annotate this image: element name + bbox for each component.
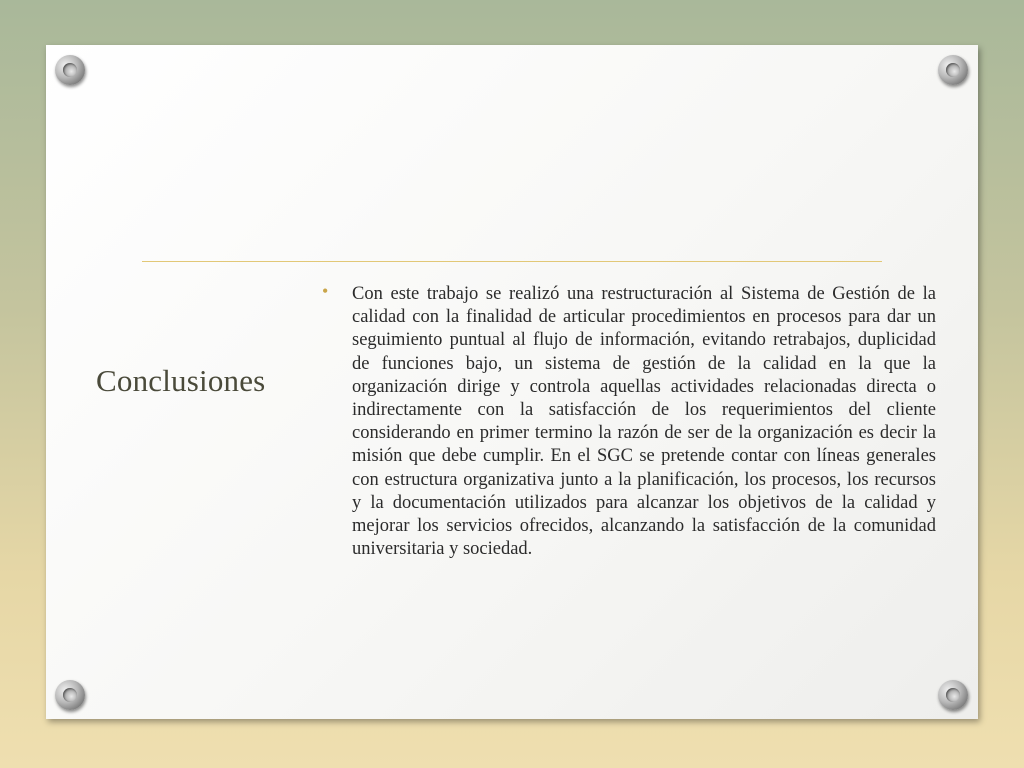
content-list — [318, 283, 936, 561]
slide-panel — [46, 45, 978, 719]
title-divider — [142, 261, 882, 262]
slide-title: Conclusiones — [96, 363, 266, 398]
rivet-top-right-icon — [938, 55, 968, 85]
rivet-top-left-icon — [55, 55, 85, 85]
bullet-icon: • — [322, 281, 329, 301]
rivet-bottom-right-icon — [938, 680, 968, 710]
bullet-text: Con este trabajo se realizó una restructuración al Sistema de Gestión de la calidad con la finalidad de articular procedimientos en procesos para dar un seguimiento puntual al flujo de información, evitando retrabajos, duplicidad de funciones bajo, un sistema de gestión de la calidad en la que la organización dirige y controla aquellas actividades relacionadas directa o indirectamente con la satisfacción de los requerimientos del cliente considerando en primer termino la razón de ser de la organización es decir la misión que debe cumplir. En el SGC se pretende contar con líneas generales con estructura organizativa junto a la planificación, los procesos, los recursos y la documentación utilizados para alcanzar los objetivos de la calidad y mejorar los servicios ofrecidos, alcanzando la satisfacción de la comunidad universitaria y sociedad. — [352, 284, 936, 560]
rivet-bottom-left-icon — [55, 680, 85, 710]
list-item — [318, 283, 936, 561]
